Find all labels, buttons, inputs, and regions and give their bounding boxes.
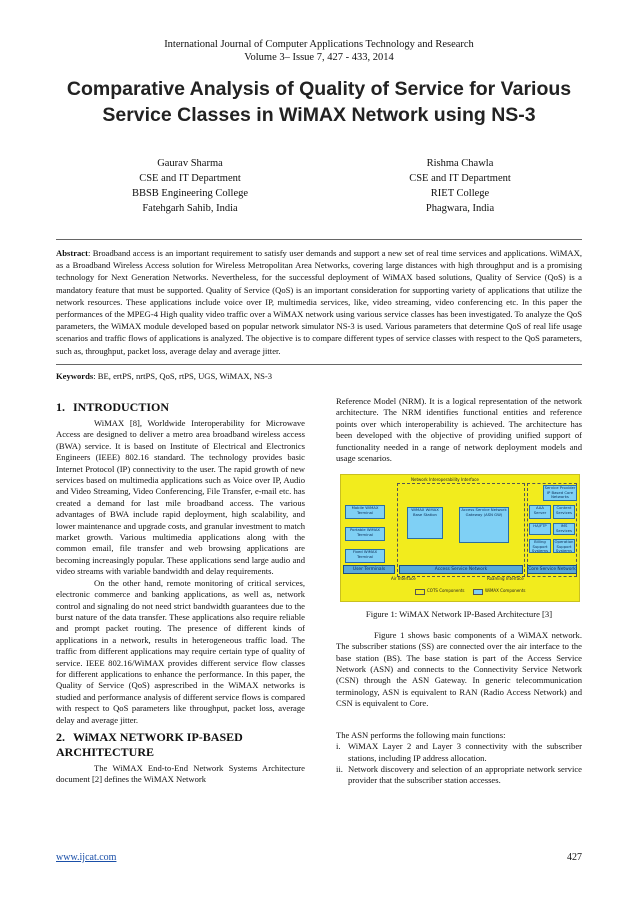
section-heading-introduction	[56, 400, 305, 415]
paragraph: The ASN performs the following main functions:	[336, 729, 506, 740]
author-name: Gaurav Sharma	[157, 158, 223, 169]
section-number: 2.	[56, 729, 65, 744]
author-name: Rishma Chawla	[426, 158, 494, 169]
legend-swatch-cots	[415, 589, 425, 595]
author-college: RIET College	[430, 188, 490, 199]
air-interface-label: Air Interface	[391, 576, 416, 582]
service-provider: Service Provider IP Based Core Networks	[544, 485, 576, 500]
abstract	[56, 247, 582, 357]
divider-top	[56, 239, 582, 240]
portable-terminal: Portable WiMAX Terminal	[345, 527, 385, 541]
keywords	[56, 370, 582, 382]
list-item	[336, 764, 582, 787]
divider-bottom	[56, 364, 582, 365]
paragraph: On the other hand, remote monitoring of critical services, electronic commerce and banking applications, as well as, network control and signaling do not need strict bandwidth guarantees due to the burst nature of the data transfer. These applications also require reliable and prompt packet routing. The presence of different kinds of applications in a network, results in heterogeneous traffic load. The traffic from different applications may require certain type of quality of service. IEEE 802.16/WiMAX provides different service flow classes for different applications to enhance the performance. In this paper, the Quality of Service (QoS) asprescribed in the WiMAX networks is studied and performance analysis of different service flows is compared with respect to QoS parameters like throughput, packet loss, average delay and average jitter.	[56, 577, 305, 725]
legend-wimax: WiMAX Components	[485, 588, 526, 594]
billing-systems: Billing Support Systems	[529, 539, 551, 553]
list-text: WiMAX Layer 2 and Layer 3 connectivity with the subscriber stations, including IP address allocation.	[348, 741, 582, 763]
paragraph: Reference Model (NRM). It is a logical representation of the network architecture. The NRM identifies functional entities and reference points over which interoperability is achieved. The architecture has been developed with the objective of providing unified support of functionality needed in a range of network deployment models and usage scenarios.	[336, 396, 582, 464]
section-title: WiMAX NETWORK IP-BASED ARCHITECTURE	[56, 729, 243, 759]
legend-swatch-wimax	[473, 589, 483, 595]
page-number: 427	[567, 852, 582, 863]
list-item	[336, 741, 582, 764]
abstract-label: Abstract	[56, 248, 88, 258]
list-number: i.	[336, 741, 341, 752]
paper-title: Comparative Analysis of Quality of Service for Various Service Classes in WiMAX Network using NS-3	[66, 78, 572, 126]
paragraph: The WiMAX End-to-End Network Systems Architecture document [2] defines the WiMAX Network	[56, 762, 305, 785]
author-block-1	[90, 156, 290, 216]
left-column	[56, 396, 305, 786]
right-column	[336, 396, 582, 787]
interop-label: Network Interoperability Interface	[411, 477, 479, 483]
journal-name: International Journal of Computer Applications Technology and Research	[164, 39, 474, 50]
asn-functions-list	[336, 741, 582, 787]
paragraph: WiMAX [8], Worldwide Interoperability for Microwave Access are designed to deliver a metro area broadband wireless access (BWA) service. It is based on Institute of Electrical and Electronics Engineers (IEEE) 802.16 standard. The technology provides basic Internet Protocol (IP) connectivity to the user. The rapid growth of new services based on multimedia applications such as Voice over IP, Audio and Video Streaming, Video Conferencing, File Transfer, e-mail etc. has created a demand for last mile broadband access. The various advantages of BWA include rapid deployment, high scalability, and lower maintenance and upgrade costs, and granular investment to match market growth. Various multimedia applications along with the common email, file transfer and web browsing applications are becoming increasingly popular. These applications send large audio and video streams with variable bandwidth and delay requirements.	[56, 418, 305, 577]
abstract-text: : Broadband access is an important requirement to satisfy user demands and support a new set of real time services and applications. WiMAX, as a Broadband Wireless Access solution for Wireless Metropolitan Area Networks, covering large distances with high throughput and is a promising technology for Next Generation Networks. Nevertheless, for the successful deployment of WiMAX based solutions, Quality of Service (QoS) is a mandatory feature that must be supported. Quality of Service (QoS) is an important consideration for supporting variety of applications that utilize the network resources. These applications include voice over IP, multimedia services, like, video streaming, video conferencing etc. In this paper the performances of the MPEG-4 High quality video traffic over a WiMAX network using various service classes has been investigated. To analyze the QoS parameters, the WiMAX module developed based on popular network simulator NS-3 is used. Various parameters that determine QoS of real life usage scenarios and traffic flows of applications is analyzed. The objective is to compare different types of service classes with respect to the QoS parameters, such as, throughput, packet loss, average delay and average jitter.	[56, 248, 582, 356]
author-block-2	[360, 156, 560, 216]
paragraph: Figure 1 shows basic components of a WiMAX network. The subscriber stations (SS) are connected over the air interface to the base station (BS). The base station is part of the Access Service Network (ASN) and connects to the Connectivity Service Network (CSN) through the ASN Gateway. In generic telecommunication terminology, ASN is equivalent to RAN (Radio Access Network) and CSN is equivalent to Core.	[336, 629, 582, 709]
legend-cots: COTS Components	[427, 588, 465, 594]
content-services: Content Services	[553, 505, 575, 519]
list-text: Network discovery and selection of an appropriate network service provider that the subscriber station accesses.	[348, 763, 582, 786]
list-number: ii.	[336, 763, 343, 774]
journal-header	[0, 38, 638, 64]
ims-services: IMS Services	[553, 523, 575, 535]
fixed-terminal: Fixed WiMAX Terminal	[345, 549, 385, 563]
roaming-interface-label: Roaming Interface	[487, 576, 524, 582]
section-title: INTRODUCTION	[73, 400, 170, 414]
figure-caption: Figure 1: WiMAX Network IP-Based Architecture [3]	[365, 609, 553, 620]
section-number: 1.	[56, 400, 65, 414]
journal-volume: Volume 3– Issue 7, 427 - 433, 2014	[244, 52, 394, 63]
csn-bar: Core Service Network	[528, 567, 576, 573]
author-dept: CSE and IT Department	[409, 173, 511, 184]
architecture-figure	[340, 474, 580, 602]
author-dept: CSE and IT Department	[139, 173, 241, 184]
author-college: BBSB Engineering College	[131, 188, 249, 199]
operation-systems: Operation Support Systems	[554, 539, 574, 554]
asn-bar: Access Service Network	[399, 565, 523, 574]
author-location: Phagwara, India	[425, 203, 495, 214]
ha-ftp: HA/FTP	[529, 523, 551, 535]
journal-website-link[interactable]: www.ijcat.com	[56, 852, 117, 863]
aaa-server: AAA Server	[529, 505, 551, 519]
author-location: Fatehgarh Sahib, India	[142, 203, 238, 214]
keywords-text: : BE, ertPS, nrtPS, QoS, rtPS, UGS, WiMAX, NS-3	[93, 371, 273, 381]
keywords-label: Keywords	[56, 371, 94, 381]
mobile-terminal: Mobile WiMAX Terminal	[345, 505, 385, 519]
asn-gateway: Access Service Network Gateway (ASN GW)	[459, 507, 509, 543]
section-heading-architecture	[56, 730, 305, 760]
user-terminals-bar: User Terminals	[343, 565, 395, 574]
base-station: WiMAX WiMAX Base Station	[407, 507, 443, 539]
